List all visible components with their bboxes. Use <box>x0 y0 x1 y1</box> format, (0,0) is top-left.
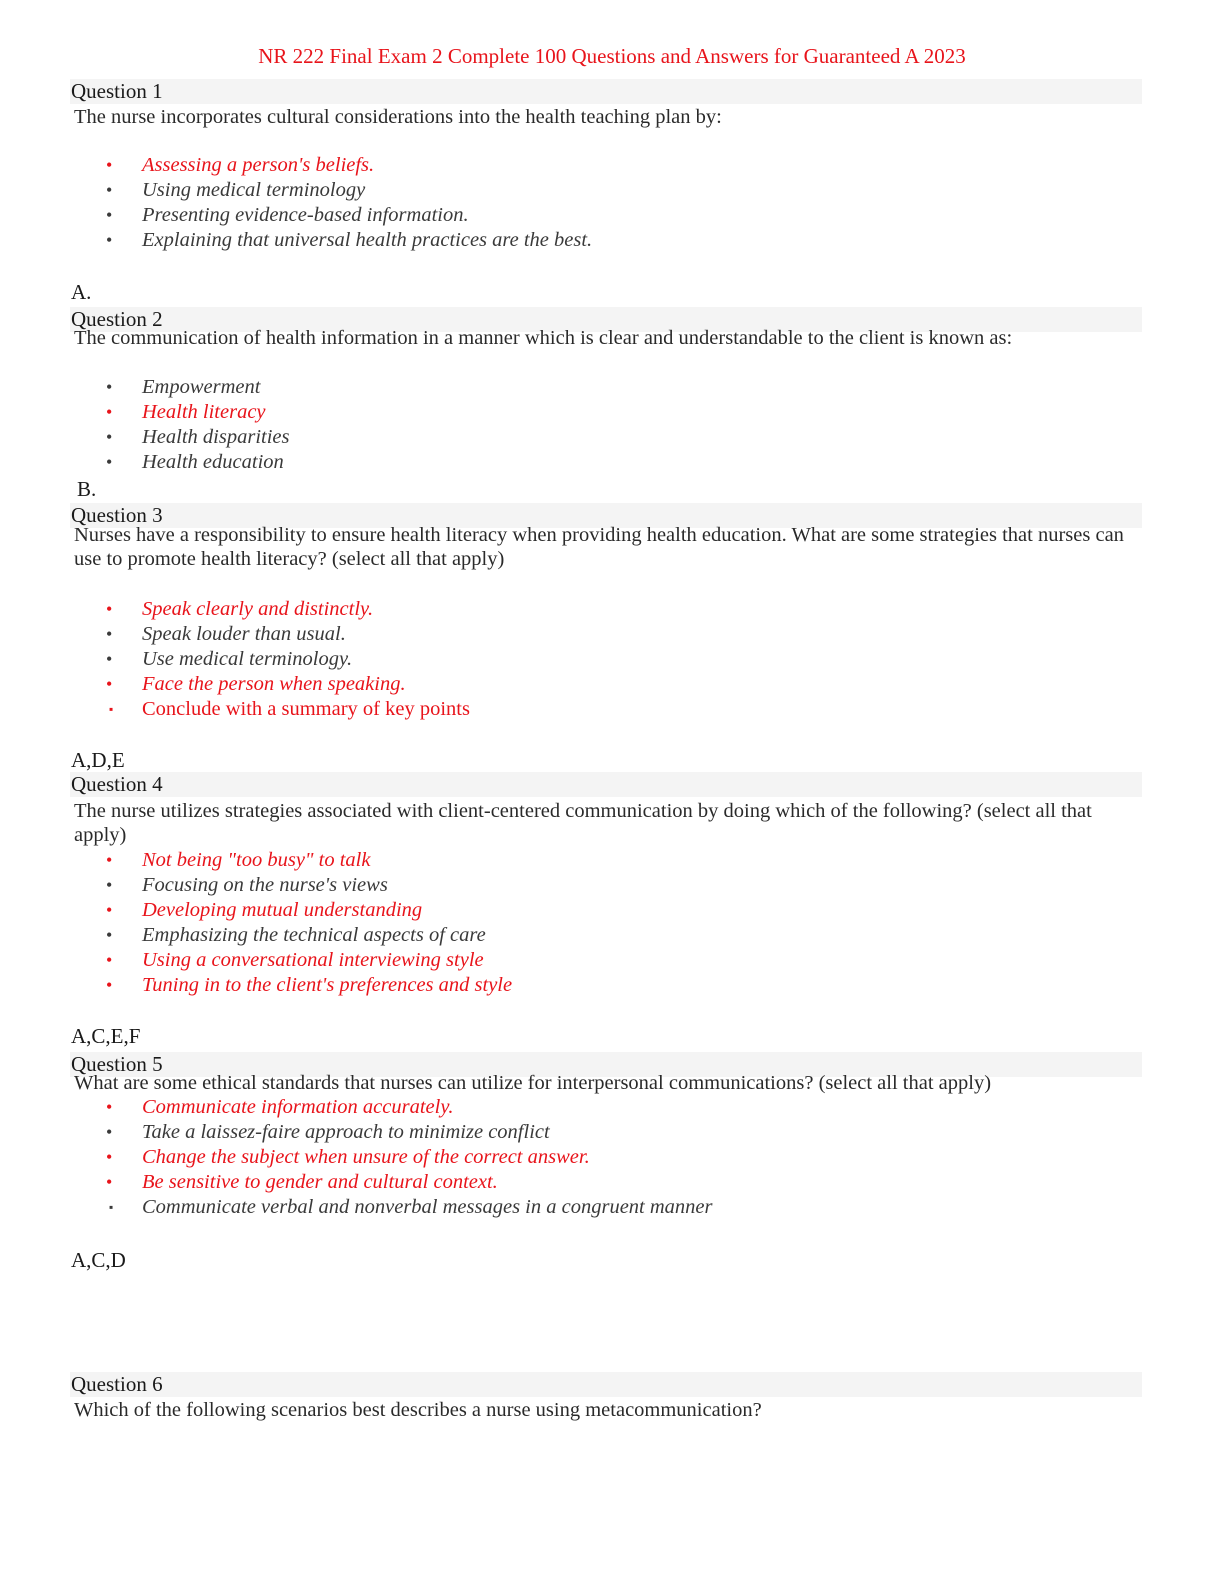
question-3-answer: A,D,E <box>71 748 125 772</box>
option-item: • Assessing a person's beliefs. <box>106 154 375 176</box>
bullet-icon: • <box>106 155 113 175</box>
option-item: • Using medical terminology <box>106 179 366 201</box>
question-2-answer: B. <box>77 477 97 501</box>
option-item: • Health education <box>106 451 284 473</box>
bullet-icon: • <box>106 674 113 694</box>
question-3-options <box>0 597 470 722</box>
bullet-icon: • <box>106 975 113 995</box>
option-item: • Emphasizing the technical aspects of care <box>106 924 486 946</box>
bullet-icon: • <box>106 1097 113 1117</box>
option-item: • Change the subject when unsure of the correct answer. <box>106 1146 590 1168</box>
bullet-icon: • <box>106 900 113 920</box>
bullet-icon: • <box>106 624 113 644</box>
option-item: • Health literacy <box>106 401 266 423</box>
option-item: • Take a laissez-faire approach to minimize conflict <box>106 1121 550 1143</box>
bullet-icon: • <box>106 875 113 895</box>
bullet-icon: • <box>106 1122 113 1142</box>
bullet-icon: • <box>106 599 113 619</box>
option-item: • Face the person when speaking. <box>106 673 406 695</box>
option-item: • Speak louder than usual. <box>106 623 346 645</box>
question-1-options <box>0 153 592 253</box>
bullet-icon: ▪ <box>109 1200 114 1214</box>
question-4-text: The nurse utilizes strategies associated with client-centered communication by doing which of the following? (select all that apply) <box>74 800 1092 846</box>
option-item: • Developing mutual understanding <box>106 899 423 921</box>
option-item: • Focusing on the nurse's views <box>106 874 388 896</box>
question-5-options <box>0 1095 713 1220</box>
bullet-icon: • <box>106 850 113 870</box>
option-item: • Not being "too busy" to talk <box>106 849 371 871</box>
option-item: ▪ Conclude with a summary of key points <box>109 698 470 720</box>
bullet-icon: • <box>106 452 113 472</box>
bullet-icon: • <box>106 925 113 945</box>
question-4-answer: A,C,E,F <box>71 1024 141 1048</box>
bullet-icon: • <box>106 205 113 225</box>
question-1-text: The nurse incorporates cultural considerations into the health teaching plan by: <box>74 106 722 128</box>
option-item: • Tuning in to the client's preferences and style <box>106 974 513 996</box>
bullet-icon: • <box>106 377 113 397</box>
question-6-header: Question 6 <box>70 1372 1142 1397</box>
question-5-answer: A,C,D <box>71 1248 126 1272</box>
question-2-options <box>0 375 289 475</box>
option-item: • Using a conversational interviewing style <box>106 949 484 971</box>
question-1-header: Question 1 <box>70 79 1142 104</box>
question-5-text: What are some ethical standards that nurses can utilize for interpersonal communications? (select all that apply) <box>74 1072 992 1094</box>
bullet-icon: • <box>106 180 113 200</box>
bullet-icon: • <box>106 1172 113 1192</box>
bullet-icon: ▪ <box>109 702 114 716</box>
option-item: • Use medical terminology. <box>106 648 353 670</box>
document-title: NR 222 Final Exam 2 Complete 100 Questions and Answers for Guaranteed A 2023 <box>258 44 966 68</box>
bullet-icon: • <box>106 230 113 250</box>
option-item: ▪ Communicate verbal and nonverbal messages in a congruent manner <box>109 1196 713 1218</box>
question-6-text: Which of the following scenarios best describes a nurse using metacommunication? <box>74 1399 762 1421</box>
option-item: • Explaining that universal health practices are the best. <box>106 229 593 251</box>
question-3-header: Question 3 <box>70 503 1142 528</box>
option-item: • Communicate information accurately. <box>106 1096 454 1118</box>
option-item: • Speak clearly and distinctly. <box>106 598 374 620</box>
bullet-icon: • <box>106 649 113 669</box>
bullet-icon: • <box>106 402 113 422</box>
option-item: • Empowerment <box>106 376 261 398</box>
bullet-icon: • <box>106 950 113 970</box>
question-2-text: The communication of health information in a manner which is clear and understandable to the client is known as: <box>74 327 1013 349</box>
option-item: • Health disparities <box>106 426 290 448</box>
question-4-header: Question 4 <box>70 772 1142 797</box>
question-4-options <box>0 848 512 998</box>
question-3-text: Nurses have a responsibility to ensure health literacy when providing health education. What are some strategies that nurses can use to promote health literacy? (select all that apply) <box>74 524 1124 570</box>
question-1-answer: A. <box>71 280 92 304</box>
option-item: • Presenting evidence-based information. <box>106 204 469 226</box>
question-2-header: Question 2 <box>70 307 1142 332</box>
bullet-icon: • <box>106 427 113 447</box>
bullet-icon: • <box>106 1147 113 1167</box>
question-5-header: Question 5 <box>70 1052 1142 1077</box>
option-item: • Be sensitive to gender and cultural context. <box>106 1171 498 1193</box>
